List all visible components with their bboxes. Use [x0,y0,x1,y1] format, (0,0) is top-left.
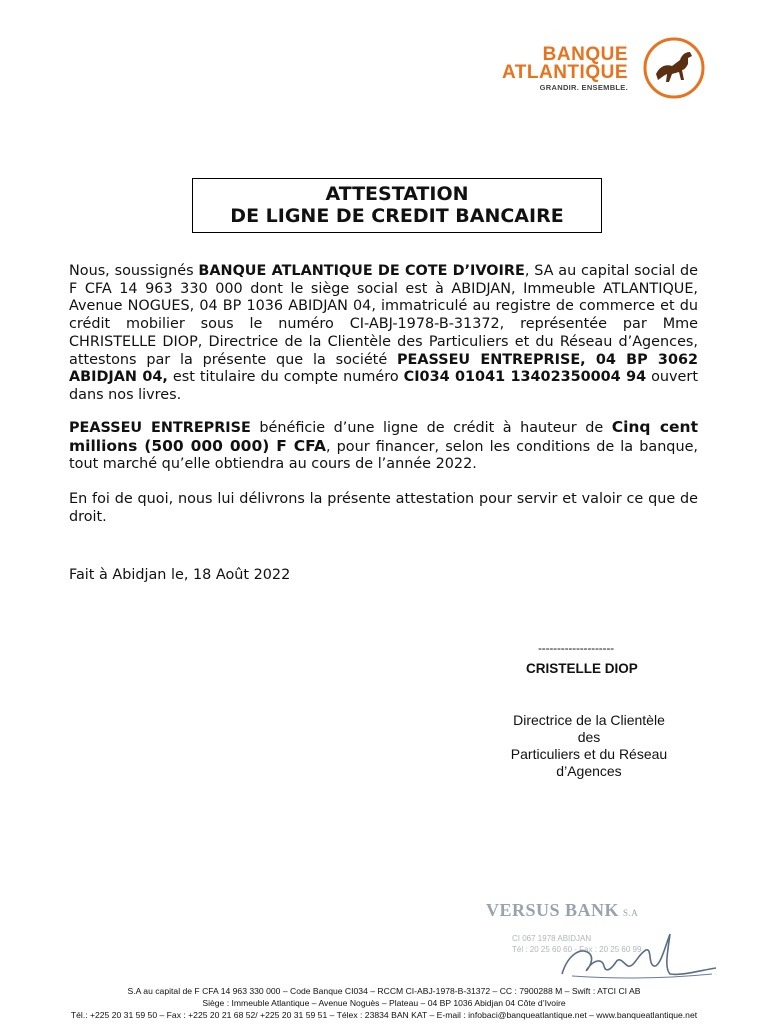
logo-line2: ATLANTIQUE [501,62,628,83]
paragraph-closing: En foi de quoi, nous lui délivrons la présente attestation pour servir et valoir ce que de droit. [69,491,698,525]
title-line1: ATTESTATION [325,183,469,205]
role-line1: Directrice de la Clientèle [513,712,665,728]
p1-account-number: CI034 01041 13402350004 94 [403,369,647,386]
signatory-role [480,712,698,780]
p1-company: PEASSEU ENTREPRISE, 04 BP 3062 ABIDJAN 04, [69,351,698,386]
logo-text [502,46,628,94]
signatory-name: CRISTELLE DIOP [526,661,638,676]
bank-logo [470,36,706,100]
paragraph-credit-line [69,419,698,474]
footer [0,985,768,1021]
document-title [192,178,602,233]
stamp-line2: Tél : 20 25 60 60 - Fax : 20 25 60 99 [512,945,642,954]
footer-line2: Siège : Immeuble Atlantique – Avenue Noguès – Plateau – 04 BP 1036 Abidjan 04 Côte d’Ivoire [202,998,566,1008]
p2-amount: Cinq cent millions (500 000 000) F CFA [69,418,699,455]
paragraph-attestation [69,263,698,405]
p2-text2: , pour financer, selon les conditions de la banque, tout marché qu’elle obtiendra au cours de l’année 2022. [69,438,698,473]
role-line4: d’Agences [556,763,622,779]
horse-emblem-icon [642,36,706,100]
p1-bank-name: BANQUE ATLANTIQUE DE COTE D’IVOIRE [198,263,525,279]
place-date: Fait à Abidjan le, 18 Août 2022 [69,567,291,583]
footer-line3: Tél.: +225 20 31 59 50 – Fax : +225 20 21 68 52/ +225 20 31 59 51 – Télex : 23834 BAN KAT – E-mail : infobaci@banqueatlantique.net – www.banqueatlantique.net [70,1010,698,1020]
handwritten-signature-icon [542,924,718,984]
p2-text1: bénéficie d’une ligne de crédit à hauteur de [250,420,612,436]
title-line2: DE LIGNE DE CREDIT BANCAIRE [230,205,564,227]
p1-text4: ouvert dans nos livres. [69,369,698,403]
role-line2: des [577,729,601,745]
stamp-line1: CI 067 1978 ABIDJAN [512,934,592,943]
p1-text2: , SA au capital social de F CFA 14 963 330 000 dont le siège social est à ABIDJAN, Immeuble ATLANTIQUE, Avenue NOGUES, 04 BP 1036 ABIDJAN 04, immatriculé au registre de commerce et du crédit mobilier sous le numéro CI-ABJ-1978-B-31372, représentée par Mme CHRISTELLE DIOP, Directrice de la Clientèle des Particuliers et du Réseau d’Agences, attestons par la présente que la société [69,263,698,368]
stamp-bank-name [486,900,638,921]
signature-line: -------------------- [538,641,614,655]
bank-stamp [482,896,718,986]
p2-company: PEASSEU ENTREPRISE [69,420,251,436]
stamp-bank-label: VERSUS BANK [486,900,620,920]
logo-tagline: GRANDIR. ENSEMBLE. [539,83,628,92]
p1-text3: est titulaire du compte numéro [167,369,404,386]
role-line3: Particuliers et du Réseau [510,746,668,762]
stamp-suffix: S.A [623,908,639,918]
p1-text1: Nous, soussignés [69,263,199,279]
logo-line1: BANQUE [542,44,628,65]
footer-line1: S.A au capital de F CFA 14 963 330 000 – Code Banque CI034 – RCCM CI-ABJ-1978-B-31372 – CC : 7900288 M – Swift : ATCI CI AB [127,986,641,996]
